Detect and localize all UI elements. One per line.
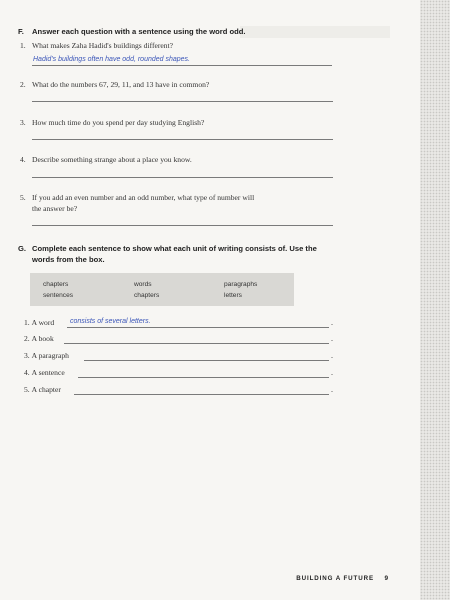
word-box-item: chapters xyxy=(43,281,69,288)
line-period: . xyxy=(331,351,333,360)
word-box-item: letters xyxy=(224,292,242,299)
question-number: 4. xyxy=(20,155,26,164)
word-box-item: chapters xyxy=(134,292,160,299)
footer-title: BUILDING A FUTURE xyxy=(296,575,374,582)
section-f-letter: F. xyxy=(18,27,24,36)
question-text: If you add an even number and an odd number, what type of number will xyxy=(32,193,255,202)
question-2 xyxy=(20,80,209,90)
question-4 xyxy=(20,155,192,165)
section-g-instruction: Complete each sentence to show what each unit of writing consists of. Use the xyxy=(32,244,317,253)
section-f-instruction: Answer each question with a sentence using the word odd. xyxy=(32,27,246,36)
item-text: A sentence xyxy=(31,368,65,377)
answer-line-2[interactable] xyxy=(32,101,333,102)
question-number: 1. xyxy=(20,41,26,50)
answer-line-5[interactable] xyxy=(32,225,333,226)
answer-line-1[interactable] xyxy=(32,65,332,66)
question-number: 5. xyxy=(20,193,26,202)
question-1 xyxy=(20,41,173,51)
item-text: A word xyxy=(31,318,55,327)
word-box xyxy=(30,273,294,306)
question-number: 3. xyxy=(20,118,26,127)
question-text: What do the numbers 67, 29, 11, and 13 have in common? xyxy=(32,80,210,89)
item-number: 3. xyxy=(24,351,30,360)
g-item-4 xyxy=(24,368,65,378)
item-text: A book xyxy=(31,334,54,343)
faded-header-band xyxy=(240,26,390,38)
line-period: . xyxy=(331,318,333,327)
section-g-instruction-line2: words from the box. xyxy=(32,255,105,264)
page-edge-pattern xyxy=(420,0,450,600)
section-g-instruction-continued xyxy=(32,255,105,265)
answer-1: Hadid's buildings often have odd, rounded shapes. xyxy=(33,56,191,63)
answer-line-3[interactable] xyxy=(32,139,333,140)
line-period: . xyxy=(331,334,333,343)
g-answer-line-2[interactable] xyxy=(64,343,329,344)
question-number: 2. xyxy=(20,80,26,89)
item-number: 1. xyxy=(24,318,30,327)
question-5 xyxy=(20,193,254,203)
g-item-2 xyxy=(24,334,54,344)
g-item-5 xyxy=(24,385,61,395)
item-number: 4. xyxy=(24,368,30,377)
question-text: What makes Zaha Hadid's buildings different? xyxy=(32,41,174,50)
line-period: . xyxy=(331,385,333,394)
word-box-item: paragraphs xyxy=(224,281,258,288)
page-number: 9 xyxy=(384,575,388,582)
item-number: 2. xyxy=(24,334,30,343)
section-g-letter: G. xyxy=(18,244,27,253)
question-5-continued: the answer be? xyxy=(32,204,78,213)
g-answer-line-1[interactable] xyxy=(67,327,329,328)
section-g-heading xyxy=(18,244,317,254)
g-answer-line-3[interactable] xyxy=(84,360,329,361)
g-answer-line-5[interactable] xyxy=(74,394,329,395)
section-f-heading xyxy=(18,27,246,37)
g-item-1 xyxy=(24,318,54,328)
g-item-3 xyxy=(24,351,69,361)
line-period: . xyxy=(331,368,333,377)
item-text: A chapter xyxy=(31,385,61,394)
item-number: 5. xyxy=(24,385,30,394)
word-box-item: words xyxy=(134,281,152,288)
question-text: How much time do you spend per day studying English? xyxy=(32,118,205,127)
item-text: A paragraph xyxy=(31,351,69,360)
g-answer-1: consists of several letters. xyxy=(70,318,151,325)
g-answer-line-4[interactable] xyxy=(78,377,329,378)
answer-line-4[interactable] xyxy=(32,177,333,178)
question-3 xyxy=(20,118,204,128)
word-box-item: sentences xyxy=(43,292,74,299)
question-text: Describe something strange about a place you know. xyxy=(32,155,192,164)
